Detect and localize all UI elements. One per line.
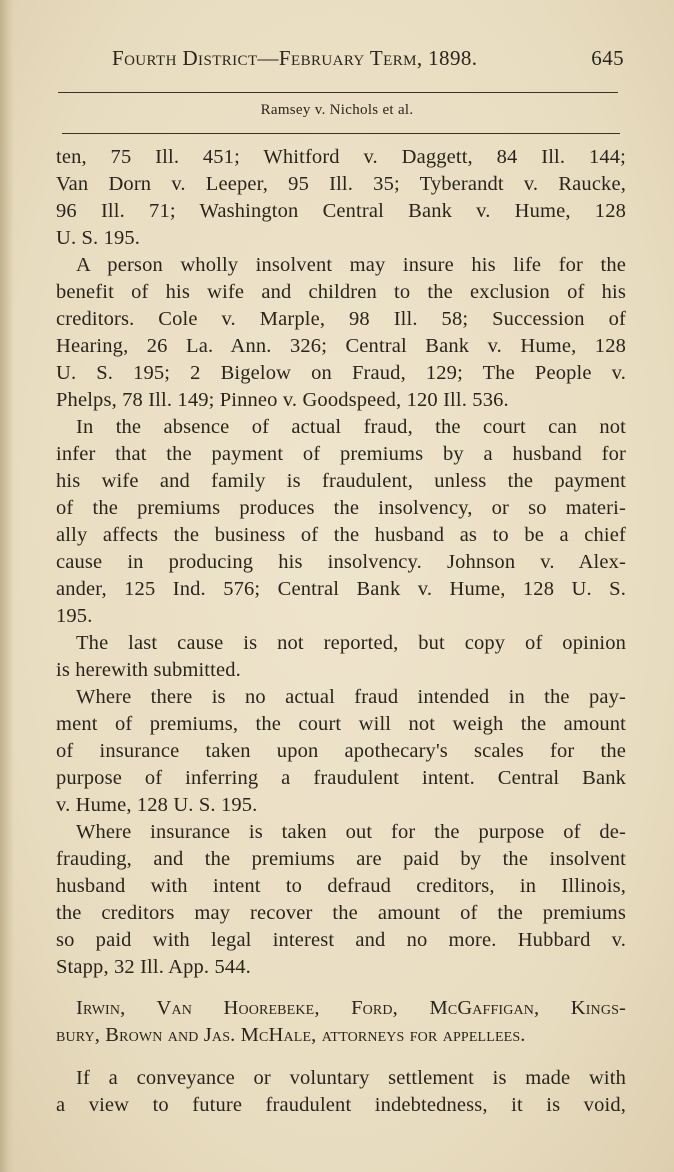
- paragraph-actual-fraud: [56, 414, 626, 630]
- paragraph-insolvent-insurance: [56, 252, 626, 414]
- text-line: In the absence of actual fraud, the court can not: [76, 416, 626, 438]
- page-spine-shadow: [0, 0, 14, 1172]
- text-line: U. S. 195.: [56, 227, 141, 249]
- text-line: of the premiums produces the insolvency, or so materi-: [56, 497, 626, 519]
- paragraph-voluntary-settlement: [56, 1065, 626, 1119]
- text-line: Phelps, 78 Ill. 149; Pinneo v. Goodspeed, 120 Ill. 536.: [56, 389, 509, 411]
- text-line: infer that the payment of premiums by a husband for: [56, 443, 626, 465]
- text-line: husband with intent to defraud creditors, in Illinois,: [56, 875, 626, 897]
- paragraph-last-cause: [56, 630, 626, 684]
- text-line: of insurance taken upon apothecary's scales for the: [56, 740, 626, 762]
- paragraph-defrauding: [56, 819, 626, 981]
- text-line: benefit of his wife and children to the exclusion of his: [56, 281, 626, 303]
- text-line: 195.: [56, 605, 93, 627]
- text-line: Irwin, Van Hoorebeke, Ford, McGaffigan, Kings-: [76, 997, 626, 1019]
- text-line: U. S. 195; 2 Bigelow on Fraud, 129; The People v.: [56, 362, 626, 384]
- text-line: cause in producing his insolvency. Johnson v. Alex-: [56, 551, 626, 573]
- text-line: Hearing, 26 La. Ann. 326; Central Bank v. Hume, 128: [56, 335, 626, 357]
- text-line: bury, Brown and Jas. McHale, attorneys for appellees.: [56, 1024, 526, 1046]
- running-head: [112, 46, 624, 76]
- header-rule-bottom: [62, 133, 620, 134]
- text-line: Stapp, 32 Ill. App. 544.: [56, 956, 251, 978]
- text-line: a view to future fraudulent indebtedness, it is void,: [56, 1094, 626, 1116]
- text-line: creditors. Cole v. Marple, 98 Ill. 58; Succession of: [56, 308, 626, 330]
- text-line: The last cause is not reported, but copy of opinion: [76, 632, 626, 654]
- case-caption: Ramsey v. Nichols et al.: [260, 102, 414, 118]
- paragraph-citations-continued: [56, 144, 626, 252]
- header-rule-top: [58, 92, 618, 93]
- text-line: If a conveyance or voluntary settlement is made with: [76, 1067, 626, 1089]
- text-line: is herewith submitted.: [56, 659, 241, 681]
- text-line: ally affects the business of the husband as to be a chief: [56, 524, 626, 546]
- text-line: his wife and family is fraudulent, unless the payment: [56, 470, 626, 492]
- attorneys-for-appellees: [56, 995, 626, 1049]
- text-line: ander, 125 Ind. 576; Central Bank v. Hume, 128 U. S.: [56, 578, 626, 600]
- text-line: the creditors may recover the amount of the premiums: [56, 902, 626, 924]
- text-line: so paid with legal interest and no more. Hubbard v.: [56, 929, 626, 951]
- text-line: purpose of inferring a fraudulent intent. Central Bank: [56, 767, 626, 789]
- text-line: v. Hume, 128 U. S. 195.: [56, 794, 258, 816]
- text-line: ten, 75 Ill. 451; Whitford v. Daggett, 84 Ill. 144;: [56, 146, 626, 168]
- text-line: ment of premiums, the court will not weigh the amount: [56, 713, 626, 735]
- text-line: A person wholly insolvent may insure his life for the: [76, 254, 626, 276]
- text-line: 96 Ill. 71; Washington Central Bank v. Hume, 128: [56, 200, 626, 222]
- text-line: Where insurance is taken out for the purpose of de-: [76, 821, 626, 843]
- page-number: 645: [591, 46, 624, 70]
- text-line: Van Dorn v. Leeper, 95 Ill. 35; Tyberandt v. Raucke,: [56, 173, 626, 195]
- text-line: frauding, and the premiums are paid by the insolvent: [56, 848, 626, 870]
- paragraph-no-actual-fraud: [56, 684, 626, 819]
- running-title: Fourth District—February Term, 1898.: [112, 46, 478, 70]
- body-text: [56, 144, 626, 1119]
- section-gap: [56, 1049, 626, 1065]
- text-line: Where there is no actual fraud intended in the pay-: [76, 686, 626, 708]
- section-gap: [56, 981, 626, 995]
